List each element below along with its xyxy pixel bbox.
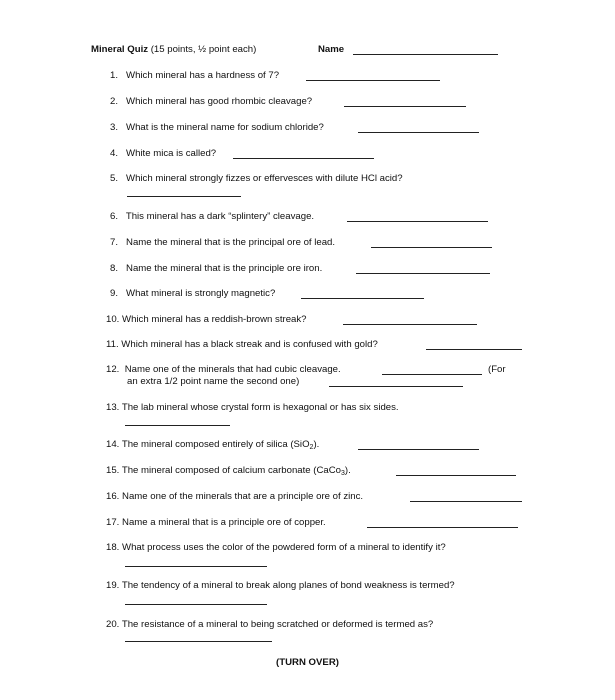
answer-blank-20[interactable]	[125, 641, 272, 642]
answer-blank-12b[interactable]	[329, 386, 463, 387]
question-10	[106, 314, 307, 325]
question-text: Which mineral has a hardness of 7?	[126, 70, 280, 81]
answer-blank-11[interactable]	[426, 349, 522, 350]
answer-blank-4[interactable]	[233, 158, 374, 159]
subscript: 3	[341, 470, 345, 477]
answer-blank-15[interactable]	[396, 475, 516, 476]
question-15	[106, 465, 351, 477]
question-4	[110, 148, 216, 159]
question-7	[110, 237, 335, 248]
question-number: 7.	[110, 237, 119, 248]
question-18	[106, 542, 446, 553]
question-number: 11.	[106, 339, 119, 350]
question-text: This mineral has a dark “splintery” cleavage.	[125, 211, 315, 222]
quiz-title	[91, 44, 256, 55]
question-number: 16.	[106, 491, 120, 502]
question-text: The mineral composed entirely of silica (SiO	[121, 439, 310, 450]
question-number: 13.	[106, 402, 120, 413]
question-9	[110, 288, 275, 299]
question-2	[110, 96, 312, 107]
question-number: 5.	[110, 173, 119, 184]
question-text: Which mineral has a reddish-brown streak?	[122, 314, 307, 325]
question-5	[110, 173, 403, 184]
question-text: The mineral composed of calcium carbonate (CaCo	[121, 465, 342, 476]
question-12	[106, 364, 341, 375]
quiz-title-bold: Mineral Quiz	[91, 44, 149, 55]
question-text: The lab mineral whose crystal form is hexagonal or has six sides.	[121, 402, 399, 413]
question-number: 12.	[106, 364, 120, 375]
question-text: What is the mineral name for sodium chloride?	[126, 122, 324, 133]
answer-blank-6[interactable]	[347, 221, 488, 222]
question-number: 3.	[110, 122, 119, 133]
answer-blank-2[interactable]	[344, 106, 466, 107]
question-number: 1.	[110, 70, 119, 81]
question-20	[106, 619, 433, 630]
answer-blank-5[interactable]	[127, 196, 241, 197]
answer-blank-7[interactable]	[371, 247, 492, 248]
answer-blank-13[interactable]	[125, 425, 230, 426]
answer-blank-19[interactable]	[125, 604, 267, 605]
question-13	[106, 402, 399, 413]
answer-blank-1[interactable]	[306, 80, 440, 81]
question-text: What process uses the color of the powdered form of a mineral to identify it?	[122, 542, 446, 553]
question-text: Name the mineral that is the principle ore iron.	[126, 263, 323, 274]
bonus-note-rest: an extra 1/2 point name the second one)	[127, 376, 300, 387]
question-number: 4.	[110, 148, 119, 159]
question-16	[106, 491, 363, 502]
answer-blank-14[interactable]	[358, 449, 479, 450]
question-number: 2.	[110, 96, 119, 107]
question-19	[106, 580, 455, 591]
name-label: Name	[318, 44, 345, 55]
question-11	[106, 339, 378, 350]
question-17	[106, 517, 326, 528]
answer-blank-18[interactable]	[125, 566, 267, 567]
question-6	[110, 211, 314, 222]
question-number: 20.	[106, 619, 120, 630]
question-text: Which mineral has good rhombic cleavage?	[126, 96, 313, 107]
question-number: 8.	[110, 263, 119, 274]
question-number: 19.	[106, 580, 120, 591]
question-number: 17.	[106, 517, 120, 528]
answer-blank-10[interactable]	[343, 324, 477, 325]
name-field[interactable]	[353, 54, 498, 55]
question-number: 10.	[106, 314, 120, 325]
question-1	[110, 70, 279, 81]
answer-blank-17[interactable]	[367, 527, 518, 528]
turn-over-note: (TURN OVER)	[276, 657, 339, 668]
answer-blank-3[interactable]	[358, 132, 479, 133]
question-text-end: ).	[344, 465, 351, 476]
question-14	[106, 439, 319, 451]
answer-blank-9[interactable]	[301, 298, 424, 299]
question-number: 18.	[106, 542, 120, 553]
question-text-end: ).	[313, 439, 320, 450]
question-3	[110, 122, 324, 133]
bonus-note-start: (For	[488, 364, 506, 375]
question-text: Name one of the minerals that had cubic cleavage.	[124, 364, 341, 375]
question-number: 6.	[110, 211, 119, 222]
question-text: Which mineral strongly fizzes or effervesces with dilute HCl acid?	[126, 173, 403, 184]
subscript: 2	[309, 444, 314, 451]
question-number: 15.	[106, 465, 120, 476]
question-text: White mica is called?	[126, 148, 217, 159]
question-text: What mineral is strongly magnetic?	[126, 288, 276, 299]
question-text: The tendency of a mineral to break along planes of bond weakness is termed?	[121, 580, 455, 591]
question-8	[110, 263, 322, 274]
answer-blank-12a[interactable]	[382, 374, 482, 375]
question-text: Name the mineral that is the principal ore of lead.	[126, 237, 336, 248]
question-text: Name one of the minerals that are a principle ore of zinc.	[122, 491, 364, 502]
question-number: 9.	[110, 288, 119, 299]
quiz-title-points: (15 points, ½ point each)	[150, 44, 257, 55]
question-text: Name a mineral that is a principle ore of copper.	[122, 517, 326, 528]
answer-blank-8[interactable]	[356, 273, 490, 274]
answer-blank-16[interactable]	[410, 501, 522, 502]
question-number: 14.	[106, 439, 120, 450]
question-text: Which mineral has a black streak and is confused with gold?	[121, 339, 378, 350]
question-text: The resistance of a mineral to being scratched or deformed is termed as?	[121, 619, 434, 630]
